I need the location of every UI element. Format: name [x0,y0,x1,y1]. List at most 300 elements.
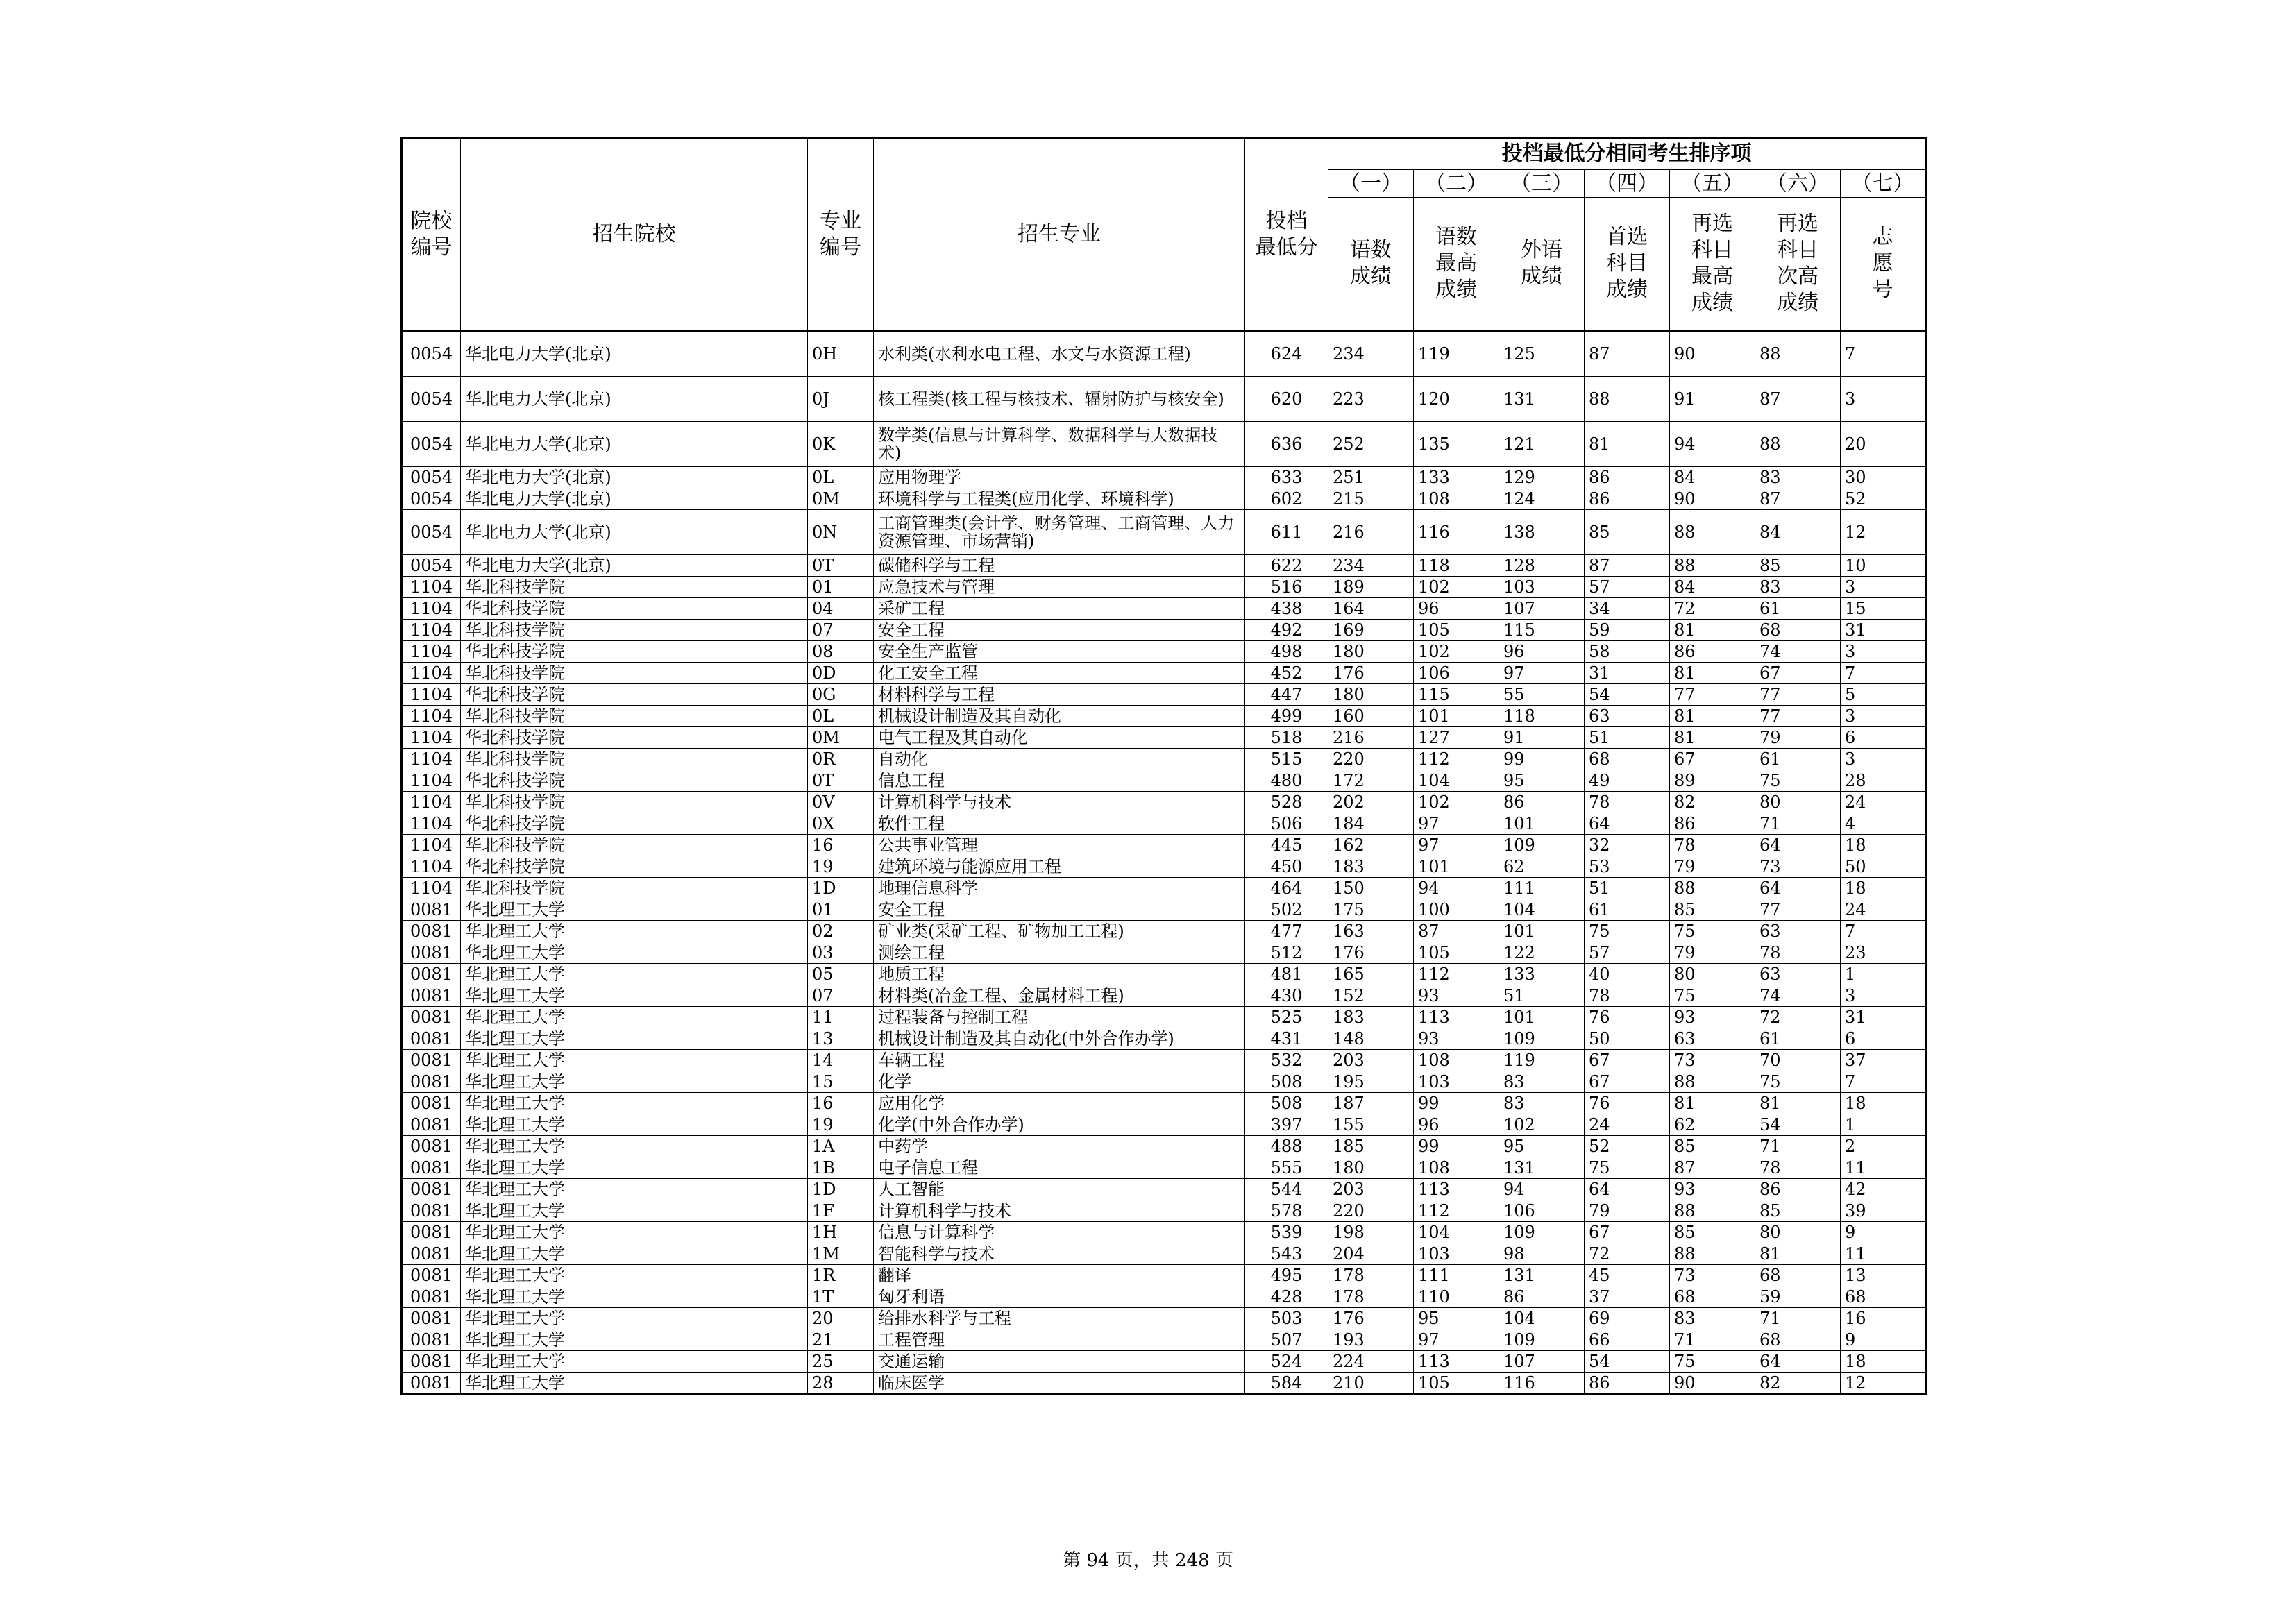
table-row [402,1114,1926,1136]
cell-rank-2: 99 [1414,1136,1499,1157]
cell-min-score: 397 [1245,1114,1328,1136]
cell-major-name: 软件工程 [874,813,1245,835]
cell-school-name: 华北电力大学(北京) [461,467,808,488]
cell-min-score: 512 [1245,942,1328,964]
cell-rank-4: 76 [1585,1007,1670,1028]
cell-rank-2: 108 [1414,488,1499,510]
cell-rank-3: 109 [1499,835,1585,856]
cell-rank-3: 95 [1499,770,1585,792]
cell-rank-4: 68 [1585,749,1670,770]
table-row [402,1136,1926,1157]
cell-rank-1: 187 [1328,1093,1414,1114]
cell-rank-6: 68 [1755,1329,1841,1351]
cell-rank-4: 86 [1585,1373,1670,1395]
table-row [402,1329,1926,1351]
cell-major-name: 车辆工程 [874,1050,1245,1071]
cell-min-score: 539 [1245,1222,1328,1243]
table-row [402,510,1926,555]
cell-major-name: 水利类(水利水电工程、水文与水资源工程) [874,331,1245,377]
cell-rank-3: 96 [1499,641,1585,663]
cell-rank-5: 94 [1670,422,1755,467]
table-row [402,1028,1926,1050]
header-rank-7: （七） [1841,170,1926,198]
cell-major-code: 05 [808,964,874,985]
cell-rank-3: 122 [1499,942,1585,964]
cell-rank-2: 106 [1414,663,1499,684]
cell-rank-5: 82 [1670,792,1755,813]
cell-rank-5: 81 [1670,663,1755,684]
cell-rank-4: 49 [1585,770,1670,792]
header-rank-5: （五） [1670,170,1755,198]
cell-rank-7: 28 [1841,770,1926,792]
cell-school-name: 华北电力大学(北京) [461,422,808,467]
header-rank-4: （四） [1585,170,1670,198]
cell-rank-6: 77 [1755,684,1841,706]
table-row [402,813,1926,835]
cell-major-name: 信息与计算科学 [874,1222,1245,1243]
table-row [402,422,1926,467]
cell-rank-7: 7 [1841,331,1926,377]
cell-rank-5: 88 [1670,1200,1755,1222]
cell-rank-6: 77 [1755,899,1841,921]
cell-rank-5: 90 [1670,488,1755,510]
cell-rank-7: 31 [1841,620,1926,641]
cell-school-name: 华北科技学院 [461,792,808,813]
cell-rank-5: 83 [1670,1308,1755,1329]
cell-school-name: 华北理工大学 [461,1200,808,1222]
cell-rank-6: 71 [1755,813,1841,835]
cell-rank-7: 18 [1841,1093,1926,1114]
cell-rank-2: 118 [1414,555,1499,577]
cell-min-score: 447 [1245,684,1328,706]
cell-min-score: 555 [1245,1157,1328,1179]
cell-rank-1: 210 [1328,1373,1414,1395]
cell-rank-3: 102 [1499,1114,1585,1136]
cell-school-name: 华北科技学院 [461,878,808,899]
cell-school-name: 华北理工大学 [461,921,808,942]
cell-rank-2: 102 [1414,577,1499,598]
table-row [402,942,1926,964]
cell-rank-1: 172 [1328,770,1414,792]
header-item-5: 再选 科目 最高 成绩 [1670,198,1755,331]
cell-min-score: 611 [1245,510,1328,555]
cell-major-name: 应急技术与管理 [874,577,1245,598]
cell-major-name: 地质工程 [874,964,1245,985]
cell-rank-2: 93 [1414,1028,1499,1050]
cell-rank-6: 67 [1755,663,1841,684]
cell-min-score: 464 [1245,878,1328,899]
cell-rank-2: 135 [1414,422,1499,467]
cell-rank-5: 84 [1670,577,1755,598]
cell-rank-6: 61 [1755,598,1841,620]
cell-major-code: 0T [808,770,874,792]
cell-school-code: 1104 [402,620,461,641]
cell-rank-6: 81 [1755,1093,1841,1114]
header-school: 招生院校 [461,138,808,331]
table-row [402,1179,1926,1200]
cell-rank-7: 24 [1841,792,1926,813]
cell-rank-4: 72 [1585,1243,1670,1265]
cell-rank-3: 138 [1499,510,1585,555]
cell-rank-5: 85 [1670,1222,1755,1243]
cell-rank-2: 102 [1414,641,1499,663]
cell-rank-5: 85 [1670,1136,1755,1157]
table-row [402,985,1926,1007]
cell-rank-4: 51 [1585,727,1670,749]
cell-major-name: 给排水科学与工程 [874,1308,1245,1329]
cell-school-code: 1104 [402,577,461,598]
cell-rank-3: 129 [1499,467,1585,488]
cell-min-score: 624 [1245,331,1328,377]
cell-rank-5: 86 [1670,813,1755,835]
cell-school-name: 华北理工大学 [461,1329,808,1351]
cell-min-score: 492 [1245,620,1328,641]
cell-major-code: 0X [808,813,874,835]
cell-major-code: 28 [808,1373,874,1395]
cell-rank-1: 204 [1328,1243,1414,1265]
cell-rank-1: 148 [1328,1028,1414,1050]
cell-rank-4: 40 [1585,964,1670,985]
cell-major-name: 计算机科学与技术 [874,792,1245,813]
cell-rank-7: 31 [1841,1007,1926,1028]
cell-rank-7: 42 [1841,1179,1926,1200]
cell-major-code: 15 [808,1071,874,1093]
cell-rank-7: 3 [1841,985,1926,1007]
cell-rank-1: 180 [1328,641,1414,663]
cell-rank-1: 175 [1328,899,1414,921]
cell-rank-4: 75 [1585,921,1670,942]
table-row [402,598,1926,620]
cell-rank-3: 91 [1499,727,1585,749]
cell-rank-1: 215 [1328,488,1414,510]
cell-rank-1: 184 [1328,813,1414,835]
cell-rank-5: 81 [1670,1093,1755,1114]
cell-rank-3: 104 [1499,1308,1585,1329]
cell-major-name: 测绘工程 [874,942,1245,964]
cell-rank-5: 75 [1670,985,1755,1007]
cell-rank-5: 63 [1670,1028,1755,1050]
cell-min-score: 515 [1245,749,1328,770]
cell-rank-7: 30 [1841,467,1926,488]
cell-major-name: 信息工程 [874,770,1245,792]
cell-rank-5: 67 [1670,749,1755,770]
cell-school-name: 华北理工大学 [461,1136,808,1157]
cell-rank-4: 59 [1585,620,1670,641]
cell-rank-1: 252 [1328,422,1414,467]
cell-school-name: 华北理工大学 [461,1157,808,1179]
cell-school-code: 0054 [402,467,461,488]
cell-rank-3: 99 [1499,749,1585,770]
cell-rank-7: 68 [1841,1286,1926,1308]
cell-rank-6: 75 [1755,770,1841,792]
cell-rank-5: 91 [1670,377,1755,422]
cell-rank-2: 94 [1414,878,1499,899]
cell-rank-7: 1 [1841,964,1926,985]
cell-school-code: 0081 [402,1136,461,1157]
cell-school-name: 华北理工大学 [461,1265,808,1286]
cell-rank-1: 203 [1328,1050,1414,1071]
cell-rank-3: 97 [1499,663,1585,684]
cell-rank-7: 18 [1841,835,1926,856]
cell-min-score: 445 [1245,835,1328,856]
cell-rank-5: 89 [1670,770,1755,792]
cell-rank-7: 3 [1841,577,1926,598]
cell-major-name: 化学(中外合作办学) [874,1114,1245,1136]
cell-school-name: 华北理工大学 [461,985,808,1007]
cell-min-score: 452 [1245,663,1328,684]
cell-school-code: 0054 [402,331,461,377]
cell-rank-4: 37 [1585,1286,1670,1308]
cell-major-code: 0R [808,749,874,770]
cell-rank-3: 101 [1499,1007,1585,1028]
cell-rank-1: 163 [1328,921,1414,942]
table-row [402,1265,1926,1286]
cell-school-name: 华北科技学院 [461,749,808,770]
cell-school-code: 1104 [402,792,461,813]
cell-rank-2: 103 [1414,1071,1499,1093]
cell-rank-6: 75 [1755,1071,1841,1093]
cell-rank-2: 87 [1414,921,1499,942]
cell-rank-3: 107 [1499,1351,1585,1373]
cell-major-code: 16 [808,1093,874,1114]
table-header [402,138,1926,331]
cell-rank-1: 152 [1328,985,1414,1007]
cell-rank-2: 102 [1414,792,1499,813]
header-group-title: 投档最低分相同考生排序项 [1328,138,1926,170]
cell-rank-3: 101 [1499,813,1585,835]
cell-rank-6: 84 [1755,510,1841,555]
cell-rank-4: 61 [1585,899,1670,921]
cell-rank-3: 109 [1499,1222,1585,1243]
cell-min-score: 428 [1245,1286,1328,1308]
cell-school-code: 0081 [402,1157,461,1179]
cell-school-code: 1104 [402,749,461,770]
cell-school-code: 0081 [402,1050,461,1071]
cell-rank-4: 57 [1585,577,1670,598]
cell-school-name: 华北科技学院 [461,598,808,620]
table-row [402,377,1926,422]
cell-rank-4: 75 [1585,1157,1670,1179]
cell-rank-6: 83 [1755,577,1841,598]
cell-major-name: 材料类(冶金工程、金属材料工程) [874,985,1245,1007]
cell-school-name: 华北科技学院 [461,706,808,727]
cell-rank-7: 13 [1841,1265,1926,1286]
cell-school-code: 0054 [402,488,461,510]
cell-rank-1: 162 [1328,835,1414,856]
table-row [402,706,1926,727]
cell-rank-4: 85 [1585,510,1670,555]
header-item-4: 首选 科目 成绩 [1585,198,1670,331]
cell-school-name: 华北理工大学 [461,1093,808,1114]
cell-rank-2: 108 [1414,1157,1499,1179]
cell-rank-5: 62 [1670,1114,1755,1136]
cell-rank-5: 88 [1670,555,1755,577]
table-row [402,1222,1926,1243]
cell-rank-7: 18 [1841,1351,1926,1373]
cell-school-code: 1104 [402,856,461,878]
cell-min-score: 544 [1245,1179,1328,1200]
cell-rank-4: 78 [1585,985,1670,1007]
table-row [402,921,1926,942]
cell-school-name: 华北电力大学(北京) [461,510,808,555]
cell-major-code: 16 [808,835,874,856]
cell-rank-2: 112 [1414,749,1499,770]
cell-rank-3: 98 [1499,1243,1585,1265]
cell-rank-7: 3 [1841,641,1926,663]
cell-school-code: 0081 [402,921,461,942]
cell-rank-2: 113 [1414,1351,1499,1373]
cell-school-code: 0081 [402,1028,461,1050]
cell-rank-6: 85 [1755,555,1841,577]
cell-rank-4: 64 [1585,1179,1670,1200]
cell-major-name: 电气工程及其自动化 [874,727,1245,749]
cell-major-name: 化学 [874,1071,1245,1093]
cell-school-name: 华北科技学院 [461,770,808,792]
cell-min-score: 602 [1245,488,1328,510]
cell-rank-3: 128 [1499,555,1585,577]
cell-major-code: 14 [808,1050,874,1071]
cell-min-score: 532 [1245,1050,1328,1071]
table-row [402,620,1926,641]
cell-school-name: 华北理工大学 [461,1373,808,1395]
table-row [402,1071,1926,1093]
cell-rank-4: 58 [1585,641,1670,663]
cell-major-code: 19 [808,1114,874,1136]
cell-rank-4: 87 [1585,555,1670,577]
cell-rank-3: 51 [1499,985,1585,1007]
cell-rank-4: 63 [1585,706,1670,727]
cell-rank-5: 93 [1670,1007,1755,1028]
cell-rank-3: 101 [1499,921,1585,942]
cell-major-name: 机械设计制造及其自动化 [874,706,1245,727]
header-item-2: 语数 最高 成绩 [1414,198,1499,331]
cell-rank-4: 81 [1585,422,1670,467]
header-item-6: 再选 科目 次高 成绩 [1755,198,1841,331]
cell-school-name: 华北理工大学 [461,1028,808,1050]
cell-min-score: 499 [1245,706,1328,727]
cell-major-name: 环境科学与工程类(应用化学、环境科学) [874,488,1245,510]
cell-major-name: 地理信息科学 [874,878,1245,899]
cell-major-code: 1A [808,1136,874,1157]
cell-rank-5: 73 [1670,1050,1755,1071]
table-row [402,770,1926,792]
cell-rank-4: 66 [1585,1329,1670,1351]
cell-rank-7: 1 [1841,1114,1926,1136]
cell-major-name: 工商管理类(会计学、财务管理、工商管理、人力资源管理、市场营销) [874,510,1245,555]
header-rank-6: （六） [1755,170,1841,198]
cell-major-name: 机械设计制造及其自动化(中外合作办学) [874,1028,1245,1050]
cell-rank-1: 176 [1328,663,1414,684]
cell-major-name: 核工程类(核工程与核技术、辐射防护与核安全) [874,377,1245,422]
cell-rank-3: 83 [1499,1071,1585,1093]
cell-rank-4: 57 [1585,942,1670,964]
cell-rank-3: 107 [1499,598,1585,620]
header-item-7: 志 愿 号 [1841,198,1926,331]
table-body [402,331,1926,1395]
cell-school-name: 华北理工大学 [461,899,808,921]
cell-school-name: 华北理工大学 [461,964,808,985]
cell-rank-1: 183 [1328,856,1414,878]
cell-school-code: 0081 [402,1114,461,1136]
cell-rank-3: 121 [1499,422,1585,467]
cell-rank-1: 234 [1328,555,1414,577]
cell-rank-6: 71 [1755,1136,1841,1157]
cell-major-code: 1T [808,1286,874,1308]
page-footer: 第 94 页，共 248 页 [1063,1550,1233,1571]
cell-rank-5: 84 [1670,467,1755,488]
cell-school-code: 0081 [402,1071,461,1093]
cell-major-code: 1F [808,1200,874,1222]
cell-rank-5: 80 [1670,964,1755,985]
cell-rank-1: 180 [1328,1157,1414,1179]
cell-min-score: 498 [1245,641,1328,663]
cell-rank-7: 9 [1841,1329,1926,1351]
cell-rank-7: 6 [1841,1028,1926,1050]
cell-rank-2: 110 [1414,1286,1499,1308]
cell-rank-7: 10 [1841,555,1926,577]
cell-school-name: 华北科技学院 [461,835,808,856]
cell-rank-7: 2 [1841,1136,1926,1157]
cell-major-name: 应用化学 [874,1093,1245,1114]
cell-rank-4: 67 [1585,1050,1670,1071]
cell-rank-7: 52 [1841,488,1926,510]
cell-major-name: 采矿工程 [874,598,1245,620]
cell-major-code: 07 [808,985,874,1007]
cell-rank-4: 86 [1585,488,1670,510]
cell-rank-5: 75 [1670,1351,1755,1373]
cell-rank-5: 90 [1670,1373,1755,1395]
cell-rank-7: 4 [1841,813,1926,835]
cell-rank-2: 97 [1414,835,1499,856]
cell-major-name: 公共事业管理 [874,835,1245,856]
cell-rank-6: 68 [1755,620,1841,641]
cell-major-name: 计算机科学与技术 [874,1200,1245,1222]
header-major: 招生专业 [874,138,1245,331]
cell-major-code: 19 [808,856,874,878]
cell-major-name: 过程装备与控制工程 [874,1007,1245,1028]
cell-school-code: 0081 [402,1308,461,1329]
cell-school-code: 0081 [402,942,461,964]
cell-major-name: 交通运输 [874,1351,1245,1373]
cell-major-code: 20 [808,1308,874,1329]
cell-rank-6: 70 [1755,1050,1841,1071]
table-row [402,1200,1926,1222]
cell-rank-5: 88 [1670,1071,1755,1093]
header-school-code: 院校 编号 [402,138,461,331]
cell-rank-3: 131 [1499,1265,1585,1286]
cell-school-code: 0081 [402,1329,461,1351]
cell-min-score: 508 [1245,1093,1328,1114]
cell-min-score: 584 [1245,1373,1328,1395]
cell-min-score: 543 [1245,1243,1328,1265]
header-rank-3: （三） [1499,170,1585,198]
cell-major-code: 1M [808,1243,874,1265]
cell-major-code: 0N [808,510,874,555]
cell-rank-6: 74 [1755,985,1841,1007]
cell-major-code: 0K [808,422,874,467]
cell-major-name: 人工智能 [874,1179,1245,1200]
cell-rank-1: 202 [1328,792,1414,813]
cell-rank-7: 16 [1841,1308,1926,1329]
cell-school-name: 华北科技学院 [461,663,808,684]
cell-rank-1: 220 [1328,749,1414,770]
cell-rank-1: 251 [1328,467,1414,488]
cell-school-code: 0081 [402,1007,461,1028]
cell-rank-2: 127 [1414,727,1499,749]
cell-rank-6: 88 [1755,331,1841,377]
table-row [402,467,1926,488]
cell-school-code: 1104 [402,684,461,706]
